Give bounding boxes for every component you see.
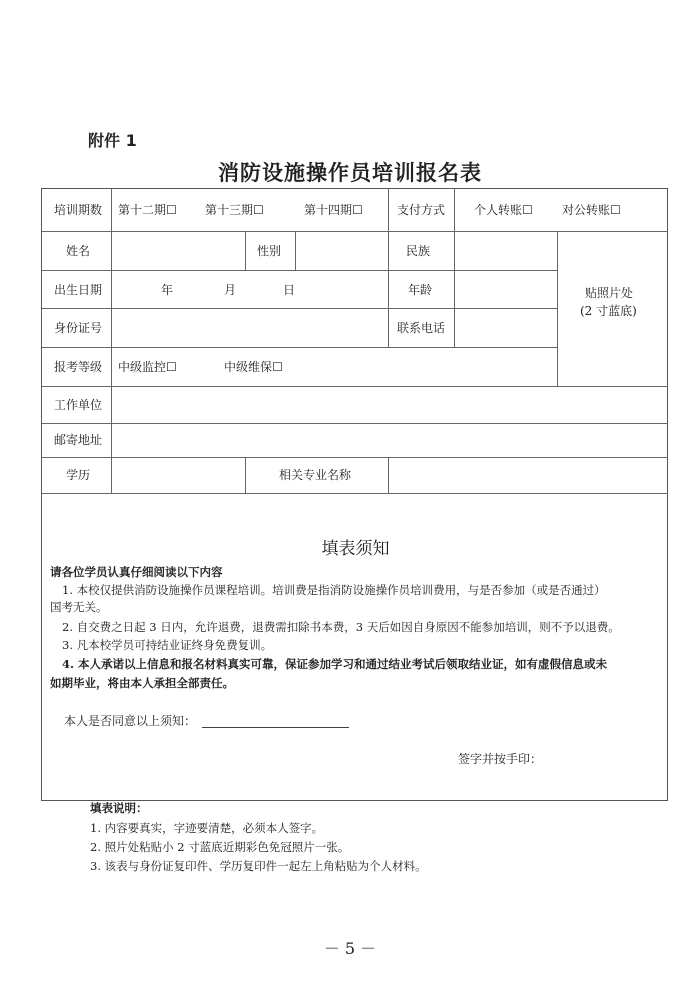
education-label: 学历 (66, 468, 91, 482)
ethnicity-label: 民族 (406, 244, 431, 258)
notice-item-1: 1. 本校仅提供消防设施操作员课程培训。培训费是指消防设施操作员培训费用，与是否参加（或是否通过） (62, 583, 606, 597)
instruction-item: 3. 该表与身份证复印件、学历复印件一起左上角粘贴为个人材料。 (90, 859, 427, 873)
age-label: 年龄 (408, 283, 433, 297)
period-14-checkbox[interactable]: 第十四期☐ (304, 203, 363, 217)
photo-placeholder-label: 贴照片处 (585, 286, 634, 300)
notice-title: 填表须知 (321, 539, 390, 559)
notice-item-3: 3. 凡本校学员可持结业证终身免费复训。 (62, 638, 273, 652)
agreement-answer-line[interactable] (202, 727, 349, 728)
grid-line (388, 457, 389, 493)
notice-intro: 请各位学员认真仔细阅读以下内容 (50, 565, 223, 579)
page-number: － 5 － (323, 939, 377, 958)
signature-label: 签字并按手印： (458, 752, 543, 766)
instructions-title: 填表说明： (90, 801, 148, 815)
agreement-label: 本人是否同意以上须知： (64, 714, 197, 728)
notice-item-2: 2. 自交费之日起 3 日内，允许退费，退费需扣除书本费，3 天后如因自身原因不能参加培训，则不予以退费。 (62, 620, 620, 634)
birth-date-label: 出生日期 (54, 283, 103, 297)
grid-line (111, 189, 112, 493)
exam-level-label: 报考等级 (54, 360, 103, 374)
level-monitor-checkbox[interactable]: 中级监控☐ (118, 360, 177, 374)
name-label: 姓名 (66, 244, 91, 258)
personal-transfer-checkbox[interactable]: 个人转账☐ (474, 203, 533, 217)
grid-line (295, 231, 296, 270)
major-label: 相关专业名称 (279, 468, 352, 482)
period-13-checkbox[interactable]: 第十三期☐ (205, 203, 264, 217)
notice-item-1-cont: 国考无关。 (50, 600, 108, 614)
instruction-item: 2. 照片处粘贴小 2 寸蓝底近期彩色免冠照片一张。 (90, 840, 350, 854)
corporate-transfer-checkbox[interactable]: 对公转账☐ (562, 203, 621, 217)
grid-line (42, 493, 668, 494)
birth-month-unit: 月 (224, 283, 237, 297)
form-title: 消防设施操作员培训报名表 (218, 161, 482, 185)
id-number-label: 身份证号 (54, 321, 103, 335)
period-12-checkbox[interactable]: 第十二期☐ (118, 203, 177, 217)
phone-label: 联系电话 (397, 321, 446, 335)
grid-line (42, 308, 557, 309)
grid-line (245, 231, 246, 270)
grid-line (42, 423, 668, 424)
grid-line (454, 189, 455, 231)
notice-item-4: 4. 本人承诺以上信息和报名材料真实可靠，保证参加学习和通过结业考试后领取结业证，如有虚假信息或未 (62, 657, 608, 671)
grid-line (42, 457, 668, 458)
photo-size-note: (2 寸蓝底) (580, 304, 637, 318)
work-unit-label: 工作单位 (54, 398, 103, 412)
grid-line (245, 457, 246, 493)
mailing-address-label: 邮寄地址 (54, 433, 103, 447)
grid-line (557, 231, 558, 386)
grid-line (42, 270, 557, 271)
level-maintenance-checkbox[interactable]: 中级维保☐ (224, 360, 283, 374)
gender-label: 性别 (257, 244, 282, 258)
birth-day-unit: 日 (283, 283, 296, 297)
grid-line (388, 189, 389, 347)
grid-line (42, 347, 557, 348)
birth-year-unit: 年 (161, 283, 174, 297)
grid-line (454, 231, 455, 347)
registration-form (41, 188, 668, 801)
payment-method-label: 支付方式 (397, 203, 446, 217)
notice-item-4-cont: 如期毕业，将由本人承担全部责任。 (50, 676, 234, 690)
training-period-label: 培训期数 (54, 203, 103, 217)
grid-line (42, 386, 668, 387)
instruction-item: 1. 内容要真实，字迹要清楚，必须本人签字。 (90, 821, 324, 835)
attachment-label: 附件 1 (88, 131, 137, 150)
grid-line (42, 231, 668, 232)
